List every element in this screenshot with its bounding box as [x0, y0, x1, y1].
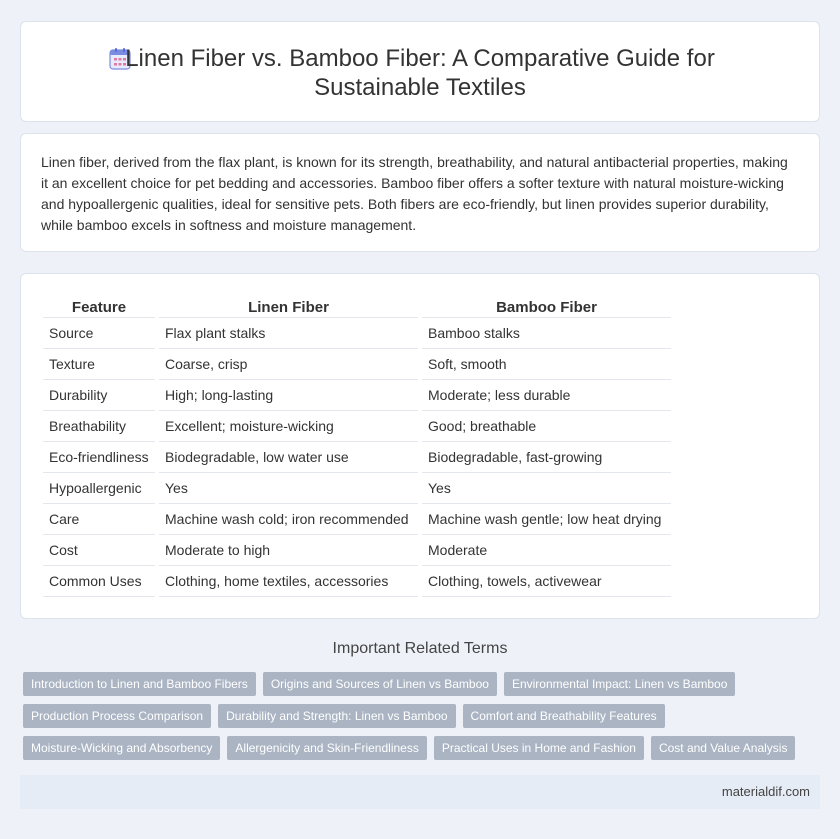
page-title-line-2: Sustainable Textiles	[314, 74, 526, 101]
table-row	[43, 566, 671, 597]
bamboo-cell: Bamboo stalks	[422, 318, 671, 349]
tag-row	[23, 704, 813, 728]
related-term-tag[interactable]: Comfort and Breathability Features	[463, 704, 665, 728]
feature-cell: Breathability	[43, 411, 155, 442]
page-title	[21, 44, 819, 102]
linen-cell: Clothing, home textiles, accessories	[159, 566, 418, 597]
table-row	[43, 318, 671, 349]
table-row	[43, 380, 671, 411]
linen-cell: Moderate to high	[159, 535, 418, 566]
bamboo-cell: Moderate; less durable	[422, 380, 671, 411]
table-header-row	[43, 296, 671, 318]
linen-cell: Yes	[159, 473, 418, 504]
column-header-linen: Linen Fiber	[159, 296, 418, 318]
related-term-tag[interactable]: Environmental Impact: Linen vs Bamboo	[504, 672, 735, 696]
feature-cell: Hypoallergenic	[43, 473, 155, 504]
linen-cell: Flax plant stalks	[159, 318, 418, 349]
feature-cell: Common Uses	[43, 566, 155, 597]
footer	[20, 775, 820, 809]
comparison-table	[43, 296, 671, 597]
column-header-bamboo: Bamboo Fiber	[422, 296, 671, 318]
comparison-card	[20, 273, 820, 619]
related-term-tag[interactable]: Introduction to Linen and Bamboo Fibers	[23, 672, 256, 696]
summary-paragraph: Linen fiber, derived from the flax plant, is known for its strength, breathability, and natural antibacterial properties, making it an excellent choice for pet bedding and accessories. Bamboo fiber offers a softer texture with natural moisture-wicking and hypoallergenic qualities, ideal for sensitive pets. Both fibers are eco-friendly, but linen provides superior durability, while bamboo excels in softness and moisture management.	[41, 154, 788, 233]
table-row	[43, 442, 671, 473]
linen-cell: Machine wash cold; iron recommended	[159, 504, 418, 535]
bamboo-cell: Clothing, towels, activewear	[422, 566, 671, 597]
tag-row	[23, 672, 813, 696]
related-term-tag[interactable]: Cost and Value Analysis	[651, 736, 796, 760]
related-terms-tags	[23, 672, 813, 768]
table-row	[43, 411, 671, 442]
related-terms-title: Important Related Terms	[332, 640, 508, 657]
summary-card	[20, 133, 820, 252]
column-header-feature: Feature	[43, 296, 155, 318]
table-row	[43, 504, 671, 535]
table-row	[43, 535, 671, 566]
header-card	[20, 21, 820, 122]
related-term-tag[interactable]: Origins and Sources of Linen vs Bamboo	[263, 672, 497, 696]
feature-cell: Cost	[43, 535, 155, 566]
feature-cell: Texture	[43, 349, 155, 380]
related-term-tag[interactable]: Production Process Comparison	[23, 704, 211, 728]
table-row	[43, 349, 671, 380]
tag-row	[23, 736, 813, 760]
feature-cell: Durability	[43, 380, 155, 411]
footer-site-link[interactable]: materialdif.com	[721, 784, 810, 799]
table-row	[43, 473, 671, 504]
related-term-tag[interactable]: Allergenicity and Skin-Friendliness	[227, 736, 426, 760]
bamboo-cell: Biodegradable, fast-growing	[422, 442, 671, 473]
feature-cell: Care	[43, 504, 155, 535]
page-title-line-1: Linen Fiber vs. Bamboo Fiber: A Comparative Guide for	[125, 45, 715, 72]
linen-cell: Excellent; moisture-wicking	[159, 411, 418, 442]
related-term-tag[interactable]: Practical Uses in Home and Fashion	[434, 736, 644, 760]
related-term-tag[interactable]: Durability and Strength: Linen vs Bamboo	[218, 704, 455, 728]
related-term-tag[interactable]: Moisture-Wicking and Absorbency	[23, 736, 220, 760]
linen-cell: Biodegradable, low water use	[159, 442, 418, 473]
bamboo-cell: Yes	[422, 473, 671, 504]
feature-cell: Source	[43, 318, 155, 349]
linen-cell: Coarse, crisp	[159, 349, 418, 380]
feature-cell: Eco-friendliness	[43, 442, 155, 473]
bamboo-cell: Machine wash gentle; low heat drying	[422, 504, 671, 535]
bamboo-cell: Moderate	[422, 535, 671, 566]
linen-cell: High; long-lasting	[159, 380, 418, 411]
bamboo-cell: Good; breathable	[422, 411, 671, 442]
bamboo-cell: Soft, smooth	[422, 349, 671, 380]
